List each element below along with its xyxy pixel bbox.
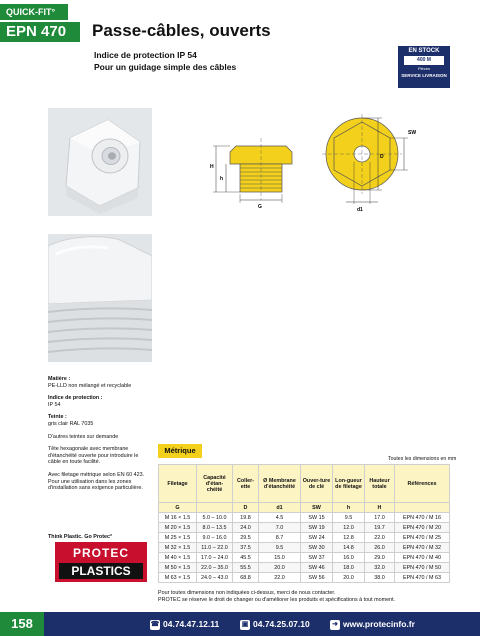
table-row bbox=[159, 553, 450, 563]
col-header-thread: Filetage bbox=[159, 465, 197, 503]
cell-membrane: 4.5 bbox=[259, 513, 301, 523]
material-value: PE-LLD non mélangé et recyclable bbox=[48, 382, 132, 389]
product-code: EPN 470 bbox=[0, 22, 80, 42]
cell-reference: EPN 470 / M 25 bbox=[395, 533, 450, 543]
pointer-icon: ➜ bbox=[330, 620, 340, 630]
cell-thread: M 25 × 1.5 bbox=[159, 533, 197, 543]
website-link[interactable]: www.protecinfo.fr bbox=[343, 619, 415, 629]
table-row bbox=[159, 543, 450, 553]
cell-wrench: SW 19 bbox=[301, 523, 333, 533]
specifications bbox=[48, 376, 152, 492]
technical-drawing bbox=[196, 108, 456, 220]
cell-wrench: SW 37 bbox=[301, 553, 333, 563]
symbol-membrane: d1 bbox=[259, 503, 301, 513]
cell-collar: 19.8 bbox=[233, 513, 259, 523]
cell-capacity: 17.0 – 24.0 bbox=[197, 553, 233, 563]
cell-collar: 68.8 bbox=[233, 573, 259, 583]
table-row bbox=[159, 513, 450, 523]
cell-thread: M 20 × 1.5 bbox=[159, 523, 197, 533]
protection-value: IP 54 bbox=[48, 401, 61, 408]
col-header-collar: Coller-ette bbox=[233, 465, 259, 503]
table-row bbox=[159, 573, 450, 583]
cell-wrench: SW 46 bbox=[301, 563, 333, 573]
logo-line-1: PROTEC bbox=[72, 546, 129, 560]
product-photo-detail bbox=[48, 234, 152, 362]
symbol-thread: G bbox=[159, 503, 197, 513]
stock-badge-service: SERVICE LIVRAISON bbox=[401, 73, 447, 78]
cell-thread: M 50 × 1.5 bbox=[159, 563, 197, 573]
grommet-front-illustration bbox=[48, 108, 152, 216]
label-d1: d1 bbox=[357, 207, 363, 213]
cell-wrench: SW 30 bbox=[301, 543, 333, 553]
cell-membrane: 8.7 bbox=[259, 533, 301, 543]
footer-website[interactable] bbox=[330, 612, 415, 636]
cell-collar: 24.0 bbox=[233, 523, 259, 533]
product-description: Tête hexagonale avec membrane d'étanchéité ouverte pour introduire le câble en toute facilité. bbox=[48, 446, 139, 466]
cell-collar: 45.5 bbox=[233, 553, 259, 563]
cell-height: 38.0 bbox=[365, 573, 395, 583]
col-header-reference: Références bbox=[395, 465, 450, 503]
thread-info: Avec filetage métrique selon EN 60 423. bbox=[48, 471, 145, 478]
quick-fit-label: QUICK-FIT° bbox=[0, 4, 68, 20]
label-SW: SW bbox=[408, 130, 417, 136]
phone-icon: ☎ bbox=[150, 620, 160, 628]
material-label: Matière : bbox=[48, 376, 71, 382]
cell-thread-length: 18.0 bbox=[333, 563, 365, 573]
cell-height: 32.0 bbox=[365, 563, 395, 573]
cell-thread-length: 9.5 bbox=[333, 513, 365, 523]
subtitle-usage: Pour un guidage simple des câbles bbox=[94, 62, 237, 72]
cell-capacity: 8.0 – 13.5 bbox=[197, 523, 233, 533]
product-photo-front bbox=[48, 108, 152, 216]
cell-thread-length: 14.8 bbox=[333, 543, 365, 553]
subtitle-protection: Indice de protection IP 54 bbox=[94, 50, 197, 60]
cell-height: 17.0 bbox=[365, 513, 395, 523]
cell-thread: M 40 × 1.5 bbox=[159, 553, 197, 563]
stock-badge-quantity: 400 M bbox=[404, 56, 444, 65]
page-number: 158 bbox=[0, 612, 44, 636]
cell-thread-length: 16.0 bbox=[333, 553, 365, 563]
page-title: Passe-câbles, ouverts bbox=[92, 21, 271, 40]
stock-badge-unit: Pièces bbox=[417, 66, 430, 71]
cell-thread-length: 20.0 bbox=[333, 573, 365, 583]
brand-tagline: Think Plastic. Go Protec° bbox=[48, 534, 113, 540]
cell-reference: EPN 470 / M 40 bbox=[395, 553, 450, 563]
cell-membrane: 9.5 bbox=[259, 543, 301, 553]
stock-badge bbox=[398, 46, 450, 88]
col-header-thread-length: Lon-gueur de filetage bbox=[333, 465, 365, 503]
table-row bbox=[159, 533, 450, 543]
cell-thread: M 16 × 1.5 bbox=[159, 513, 197, 523]
col-header-membrane: Ø Membrane d'étanchéité bbox=[259, 465, 301, 503]
cell-thread-length: 12.8 bbox=[333, 533, 365, 543]
table-row bbox=[159, 563, 450, 573]
stock-badge-title: EN STOCK bbox=[408, 48, 440, 54]
symbol-height: H bbox=[365, 503, 395, 513]
symbol-thread-length: h bbox=[333, 503, 365, 513]
cell-collar: 29.5 bbox=[233, 533, 259, 543]
symbol-wrench: SW bbox=[301, 503, 333, 513]
protection-label: Indice de protection : bbox=[48, 395, 103, 402]
fax-icon: ▣ bbox=[241, 620, 249, 628]
cell-thread-length: 12.0 bbox=[333, 523, 365, 533]
footnote-contact: Pour toutes dimensions non indiquées ci-dessus, merci de nous contacter. bbox=[158, 590, 336, 596]
cell-reference: EPN 470 / M 16 bbox=[395, 513, 450, 523]
col-header-wrench: Ouver-ture de clé bbox=[301, 465, 333, 503]
cell-collar: 37.5 bbox=[233, 543, 259, 553]
footer-fax bbox=[240, 612, 310, 636]
dimensions-table bbox=[158, 464, 450, 583]
cell-membrane: 22.0 bbox=[259, 573, 301, 583]
footnote-rights: PROTEC se réserve le droit de changer ou d'améliorer les produits et spécifications à tout moment. bbox=[158, 597, 396, 603]
color-value: gris clair RAL 7035 bbox=[48, 420, 94, 427]
table-row bbox=[159, 523, 450, 533]
cell-capacity: 11.0 – 22.0 bbox=[197, 543, 233, 553]
fax-number: 04.74.25.07.10 bbox=[253, 619, 310, 629]
usage-info: Pour une utilisation dans les zones d'installation sans exigence particulière. bbox=[48, 478, 143, 492]
symbol-capacity bbox=[197, 503, 233, 513]
cell-height: 22.0 bbox=[365, 533, 395, 543]
col-header-height: Hauteur totale bbox=[365, 465, 395, 503]
label-H: H bbox=[210, 164, 214, 170]
label-D: D bbox=[380, 154, 384, 160]
cell-membrane: 7.0 bbox=[259, 523, 301, 533]
cell-reference: EPN 470 / M 63 bbox=[395, 573, 450, 583]
cell-capacity: 24.0 – 43.0 bbox=[197, 573, 233, 583]
cell-wrench: SW 24 bbox=[301, 533, 333, 543]
symbol-collar: D bbox=[233, 503, 259, 513]
cell-collar: 55.5 bbox=[233, 563, 259, 573]
protec-plastics-logo bbox=[55, 542, 147, 582]
cell-reference: EPN 470 / M 50 bbox=[395, 563, 450, 573]
all-dimensions-note: Toutes les dimensions en mm bbox=[388, 456, 457, 462]
cell-membrane: 15.0 bbox=[259, 553, 301, 563]
cell-wrench: SW 15 bbox=[301, 513, 333, 523]
color-label: Teinte : bbox=[48, 414, 67, 421]
other-colors-note: D'autres teintes sur demande bbox=[48, 433, 119, 440]
symbol-reference bbox=[395, 503, 450, 513]
cell-height: 19.7 bbox=[365, 523, 395, 533]
logo-line-2: PLASTICS bbox=[59, 563, 143, 579]
footer-phone bbox=[150, 612, 219, 636]
grommet-thread-illustration bbox=[48, 234, 152, 362]
label-G: G bbox=[258, 204, 262, 210]
cell-capacity: 22.0 – 35.0 bbox=[197, 563, 233, 573]
cell-capacity: 5.0 – 10.0 bbox=[197, 513, 233, 523]
metric-tab: Métrique bbox=[158, 444, 202, 458]
cell-thread: M 63 × 1.5 bbox=[159, 573, 197, 583]
cell-reference: EPN 470 / M 32 bbox=[395, 543, 450, 553]
cell-membrane: 20.0 bbox=[259, 563, 301, 573]
label-h: h bbox=[220, 176, 224, 182]
cell-reference: EPN 470 / M 20 bbox=[395, 523, 450, 533]
cell-thread: M 32 × 1.5 bbox=[159, 543, 197, 553]
top-view bbox=[322, 114, 408, 204]
phone-number: 04.74.47.12.11 bbox=[163, 619, 220, 629]
cell-height: 26.0 bbox=[365, 543, 395, 553]
cell-height: 29.0 bbox=[365, 553, 395, 563]
side-view bbox=[213, 138, 292, 203]
cell-wrench: SW 56 bbox=[301, 573, 333, 583]
cell-capacity: 9.0 – 16.0 bbox=[197, 533, 233, 543]
col-header-capacity: Capacité d'étan-chéité bbox=[197, 465, 233, 503]
